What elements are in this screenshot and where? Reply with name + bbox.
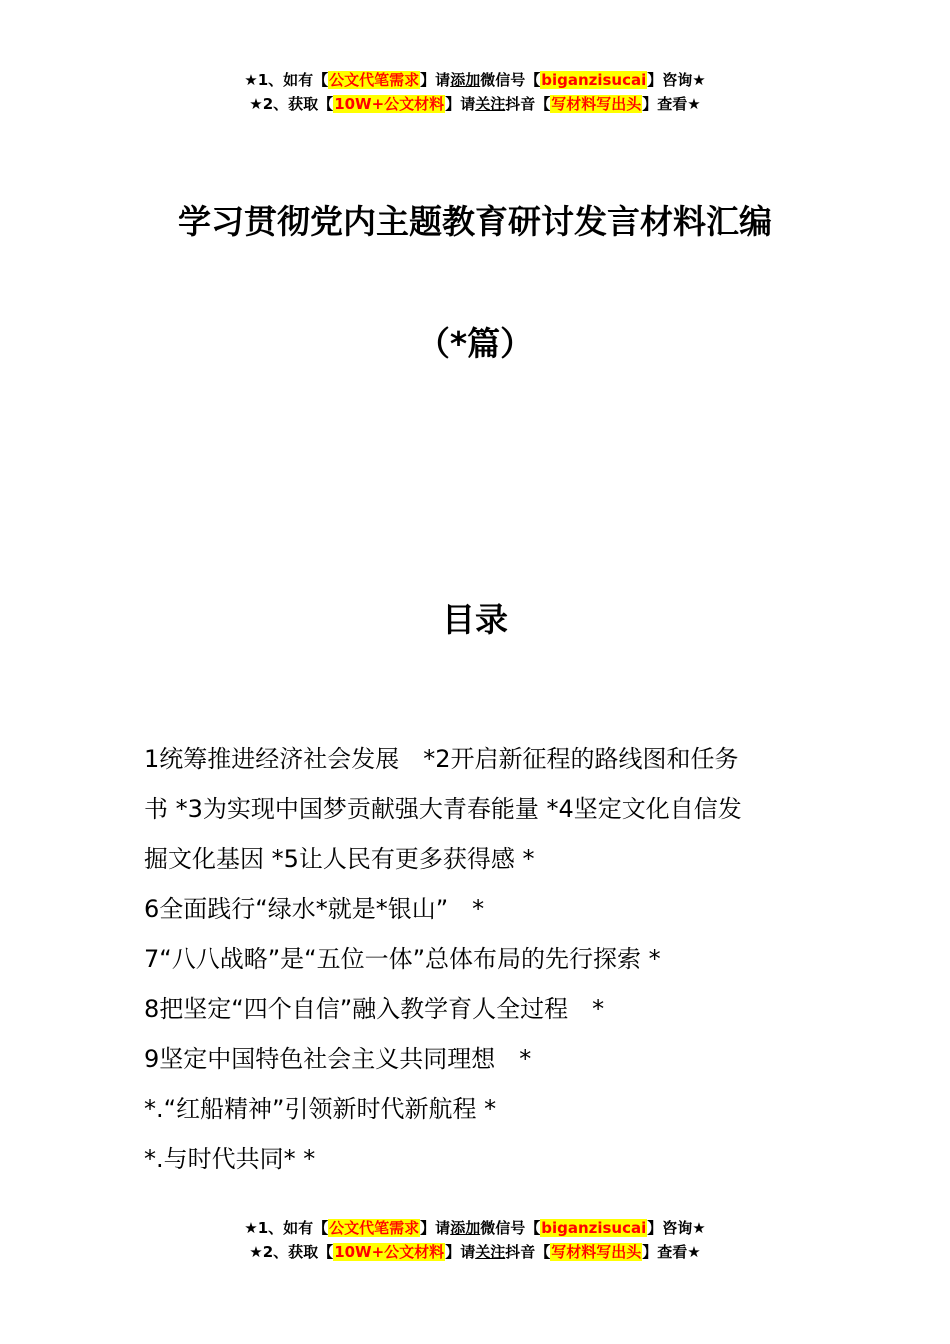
promo-wechat-id: biganzisucai xyxy=(541,1219,647,1237)
toc-line: *.与时代共同* * xyxy=(144,1145,316,1173)
promo-footer xyxy=(0,1216,950,1264)
promo-underlined: 添加 xyxy=(450,1219,481,1237)
document-subtitle: （*篇） xyxy=(416,324,534,363)
promo-text: ★2、获取【 xyxy=(249,95,334,113)
toc-line: 6全面践行“绿水*就是*银山” * xyxy=(144,895,485,923)
promo-line-2 xyxy=(0,92,950,116)
promo-douyin-id: 写材料写出头 xyxy=(551,1243,642,1261)
promo-underlined: 关注 xyxy=(475,95,506,113)
promo-highlight: 公文代笔需求 xyxy=(329,1219,420,1237)
promo-text: 抖音【 xyxy=(505,1243,551,1261)
promo-text: ★1、如有【 xyxy=(244,1219,329,1237)
promo-underlined: 关注 xyxy=(475,1243,506,1261)
toc-line: 8把坚定“四个自信”融入教学育人全过程 * xyxy=(144,995,605,1023)
table-of-contents xyxy=(144,734,814,1184)
toc-line: 9坚定中国特色社会主义共同理想 * xyxy=(144,1045,532,1073)
promo-text: ★2、获取【 xyxy=(249,1243,334,1261)
promo-line-2 xyxy=(0,1240,950,1264)
promo-underlined: 添加 xyxy=(450,71,481,89)
promo-text: 微信号【 xyxy=(480,71,541,89)
promo-text: 】查看★ xyxy=(642,1243,701,1261)
promo-text: 】咨询★ xyxy=(647,1219,706,1237)
toc-line: 掘文化基因 *5让人民有更多获得感 * xyxy=(144,845,535,873)
toc-line: 1统筹推进经济社会发展 *2开启新征程的路线图和任务 xyxy=(144,745,739,773)
promo-highlight: 10W+公文材料 xyxy=(334,95,445,113)
promo-text: ★1、如有【 xyxy=(244,71,329,89)
promo-text: 】请 xyxy=(445,95,476,113)
promo-text: 微信号【 xyxy=(480,1219,541,1237)
toc-line: *.“红船精神”引领新时代新航程 * xyxy=(144,1095,497,1123)
toc-line: 书 *3为实现中国梦贡献强大青春能量 *4坚定文化自信发 xyxy=(144,795,742,823)
promo-text: 】咨询★ xyxy=(647,71,706,89)
toc-line: 7“八八战略”是“五位一体”总体布局的先行探索 * xyxy=(144,945,661,973)
promo-text: 抖音【 xyxy=(505,95,551,113)
promo-line-1 xyxy=(0,68,950,92)
promo-line-1 xyxy=(0,1216,950,1240)
promo-header xyxy=(0,68,950,116)
promo-text: 】请 xyxy=(445,1243,476,1261)
promo-highlight: 10W+公文材料 xyxy=(334,1243,445,1261)
promo-text: 】查看★ xyxy=(642,95,701,113)
promo-text: 】请 xyxy=(420,1219,451,1237)
toc-heading: 目录 xyxy=(442,600,508,639)
promo-wechat-id: biganzisucai xyxy=(541,71,647,89)
promo-douyin-id: 写材料写出头 xyxy=(551,95,642,113)
promo-text: 】请 xyxy=(420,71,451,89)
document-title: 学习贯彻党内主题教育研讨发言材料汇编 xyxy=(178,202,772,241)
promo-highlight: 公文代笔需求 xyxy=(329,71,420,89)
